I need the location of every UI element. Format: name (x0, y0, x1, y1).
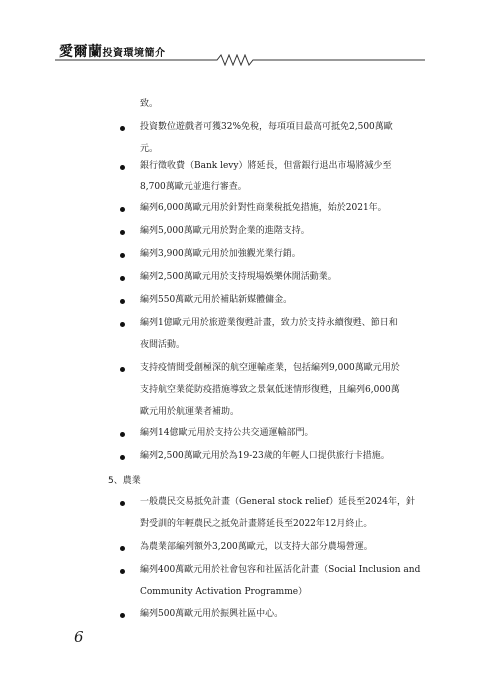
text-line: 8,700萬歐元並進行審查。 (140, 182, 247, 192)
text-line: 致。 (140, 99, 159, 109)
text-line: 編列5,000萬歐元用於對企業的進階支持。 (140, 226, 310, 236)
bullet-icon (120, 546, 125, 551)
text-line: 編列14億歐元用於支持公共交通運輸部門。 (140, 428, 314, 438)
text-line: 為農業部編列額外3,200萬歐元，以支持大部分農場營運。 (140, 542, 373, 552)
bullet-icon (120, 126, 125, 131)
bullet-icon (120, 276, 125, 281)
bullet-icon (120, 613, 125, 618)
header-title-main: 愛爾蘭 (59, 44, 103, 60)
bullet-icon (120, 569, 125, 574)
text-line: Community Activation Programme） (140, 587, 308, 597)
text-line: 一般農民交易抵免計畫（General stock relief）延長至2024年，針 (140, 497, 416, 507)
text-line: 支持航空業從防疫措施導致之景氣低迷情形復甦，且編列6,000萬 (140, 385, 400, 395)
text-line: 投資數位遊戲者可獲32%免稅，每項項目最高可抵免2,500萬歐 (140, 122, 393, 132)
bullet-icon (120, 367, 125, 372)
text-line: 銀行徵收費（Bank levy）將延長，但當銀行退出市場將減少至 (140, 161, 392, 171)
text-line: 編列500萬歐元用於振興社區中心。 (140, 609, 284, 619)
text-line: 編列1億歐元用於旅遊業復甦計畫，致力於支持永續復甦、節日和 (140, 318, 398, 328)
text-line: 夜間活動。 (140, 340, 186, 350)
bullet-icon (120, 207, 125, 212)
text-line: 編列400萬歐元用於社會包容和社區活化計畫（Social Inclusion and (140, 565, 421, 575)
text-line: 編列3,900萬歐元用於加強觀光業行銷。 (140, 249, 301, 259)
text-line: 編列2,500萬歐元用於支持現場娛樂休閒活動業。 (140, 272, 337, 282)
text-line: 編列2,500萬歐元用於為19-23歲的年輕人口提供旅行卡措施。 (140, 451, 390, 461)
bullet-icon (120, 230, 125, 235)
bullet-icon (120, 322, 125, 327)
text-line: 編列550萬歐元用於補貼新媒體傭金。 (140, 295, 293, 305)
page-number: 6 (74, 628, 84, 646)
text-line: 歐元用於航運業者補助。 (140, 407, 240, 417)
section-heading: 5、農業 (108, 476, 141, 486)
bullet-icon (120, 455, 125, 460)
bullet-icon (120, 432, 125, 437)
bullet-icon (120, 299, 125, 304)
bullet-icon (120, 501, 125, 506)
text-line: 對受訓的年輕農民之抵免計畫將延長至2022年12月終止。 (140, 519, 373, 529)
text-line: 支持疫情間受創極深的航空運輸產業，包括編列9,000萬歐元用於 (140, 363, 400, 373)
bullet-icon (120, 165, 125, 170)
text-line: 編列6,000萬歐元用於針對性商業稅抵免措施，始於2021年。 (140, 203, 387, 213)
header-title-sub: 投資環境簡介 (102, 48, 166, 59)
text-line: 元。 (140, 144, 159, 154)
bullet-icon (120, 253, 125, 258)
